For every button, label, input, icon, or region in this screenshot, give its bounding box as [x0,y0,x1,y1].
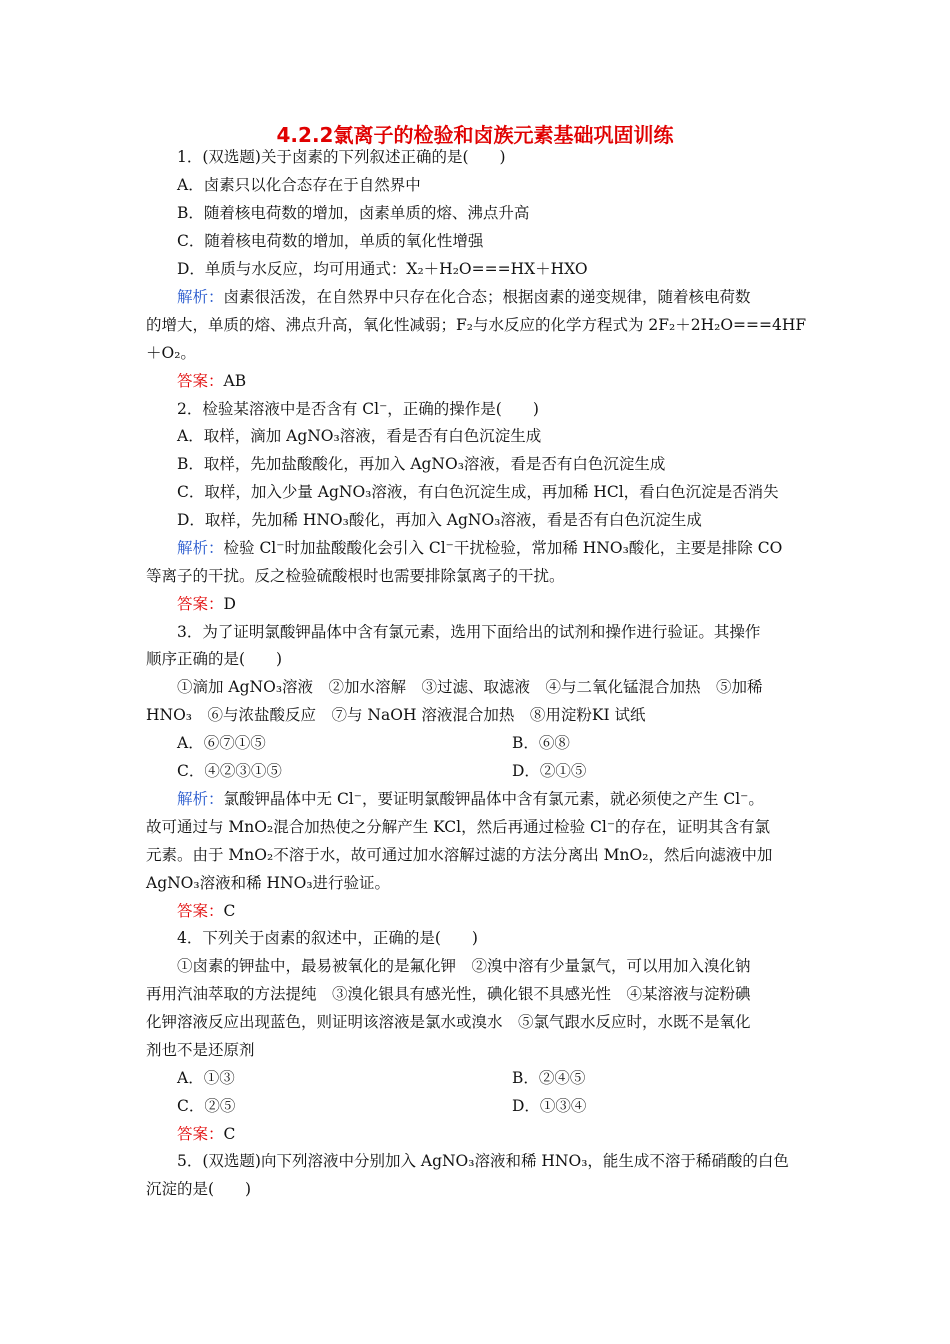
q1-option-a: A．卤素只以化合态存在于自然界中 [177,176,421,194]
q3-option-c: C．④②③①⑤ [177,762,282,780]
q2-option-a: A．取样，滴加 AgNO₃溶液，看是否有白色沉淀生成 [177,427,542,445]
q4-option-b: B．②④⑤ [512,1069,586,1087]
analysis-text: 检验 Cl⁻时加盐酸酸化会引入 Cl⁻干扰检验，常加稀 HNO₃酸化，主要是排除 CO [223,539,783,557]
q1-analysis-line-1 [177,283,751,311]
answer-value: AB [223,372,247,390]
q1-option-b: B．随着核电荷数的增加，卤素单质的熔、沸点升高 [177,204,530,222]
q3-analysis-line-4: AgNO₃溶液和稀 HNO₃进行验证。 [146,874,391,892]
answer-value: C [223,902,236,920]
q2-stem: 2．检验某溶液中是否含有 Cl⁻，正确的操作是( ) [177,400,539,418]
q4-option-c: C．②⑤ [177,1097,236,1115]
q4-option-d: D．①③④ [512,1097,587,1115]
q2-analysis-line-1 [177,534,782,562]
answer-label: 答案： [177,595,224,613]
analysis-label: 解析： [177,539,224,557]
q3-stem-line-1: 3．为了证明氯酸钾晶体中含有氯元素，选用下面给出的试剂和操作进行验证。其操作 [177,623,761,641]
analysis-label: 解析： [177,288,224,306]
q4-stem: 4．下列关于卤素的叙述中，正确的是( ) [177,929,478,947]
q2-option-b: B．取样，先加盐酸酸化，再加入 AgNO₃溶液，看是否有白色沉淀生成 [177,455,666,473]
q3-answer [177,897,235,925]
q3-analysis-line-2: 故可通过与 MnO₂混合加热使之分解产生 KCl，然后再通过检验 Cl⁻的存在，证明其含有氯 [146,818,771,836]
analysis-text: 卤素很活泼，在自然界中只存在化合态；根据卤素的递变规律，随着核电荷数 [223,288,751,306]
q2-option-d: D．取样，先加稀 HNO₃酸化，再加入 AgNO₃溶液，看是否有白色沉淀生成 [177,511,702,529]
q4-items-line-3: 化钾溶液反应出现蓝色，则证明该溶液是氯水或溴水 ⑤氯气跟水反应时，水既不是氧化 [146,1013,751,1031]
q3-analysis-line-1 [177,785,764,813]
answer-value: C [223,1125,236,1143]
q4-items-line-4: 剂也不是还原剂 [146,1041,255,1059]
q2-option-c: C．取样，加入少量 AgNO₃溶液，有白色沉淀生成，再加稀 HCl，看白色沉淀是否消失 [177,483,779,501]
q3-analysis-line-3: 元素。由于 MnO₂不溶于水，故可通过加水溶解过滤的方法分离出 MnO₂，然后向滤液中加 [146,846,773,864]
q2-analysis-line-2: 等离子的干扰。反之检验硫酸根时也需要排除氯离子的干扰。 [146,567,565,585]
q4-items-line-1: ①卤素的钾盐中，最易被氧化的是氟化钾 ②溴中溶有少量氯气，可以用加入溴化钠 [177,957,751,975]
page-title: 4.2.2氯离子的检验和卤族元素基础巩固训练 [276,123,674,147]
q5-stem-line-1: 5．(双选题)向下列溶液中分别加入 AgNO₃溶液和稀 HNO₃，能生成不溶于稀硝酸的白色 [177,1152,789,1170]
q1-analysis-line-3: ＋O₂。 [146,344,196,362]
q3-items-line-1: ①滴加 AgNO₃溶液 ②加水溶解 ③过滤、取滤液 ④与二氧化锰混合加热 ⑤加稀 [177,678,763,696]
q3-option-a: A．⑥⑦①⑤ [177,734,266,752]
q1-option-d: D．单质与水反应，均可用通式：X₂＋H₂O===HX＋HXO [177,260,588,278]
q1-option-c: C．随着核电荷数的增加，单质的氧化性增强 [177,232,484,250]
q3-items-line-2: HNO₃ ⑥与浓盐酸反应 ⑦与 NaOH 溶液混合加热 ⑧用淀粉KI 试纸 [146,706,646,724]
q5-stem-line-2: 沉淀的是( ) [146,1180,252,1198]
q4-option-a: A．①③ [177,1069,235,1087]
q2-answer [177,590,236,618]
q3-stem-line-2: 顺序正确的是( ) [146,650,283,668]
analysis-text: 氯酸钾晶体中无 Cl⁻，要证明氯酸钾晶体中含有氯元素，就必须使之产生 Cl⁻。 [223,790,764,808]
q3-option-b: B．⑥⑧ [512,734,570,752]
q1-answer [177,367,246,395]
answer-value: D [223,595,236,613]
answer-label: 答案： [177,902,224,920]
analysis-label: 解析： [177,790,224,808]
q1-analysis-line-2: 的增大，单质的熔、沸点升高，氧化性减弱；F₂与水反应的化学方程式为 2F₂＋2H₂O===4HF [146,316,807,334]
q1-stem: 1．(双选题)关于卤素的下列叙述正确的是( ) [177,148,506,166]
answer-label: 答案： [177,1125,224,1143]
q4-items-line-2: 再用汽油萃取的方法提纯 ③溴化银具有感光性，碘化银不具感光性 ④某溶液与淀粉碘 [146,985,751,1003]
answer-label: 答案： [177,372,224,390]
q4-answer [177,1120,235,1148]
q3-option-d: D．②①⑤ [512,762,587,780]
